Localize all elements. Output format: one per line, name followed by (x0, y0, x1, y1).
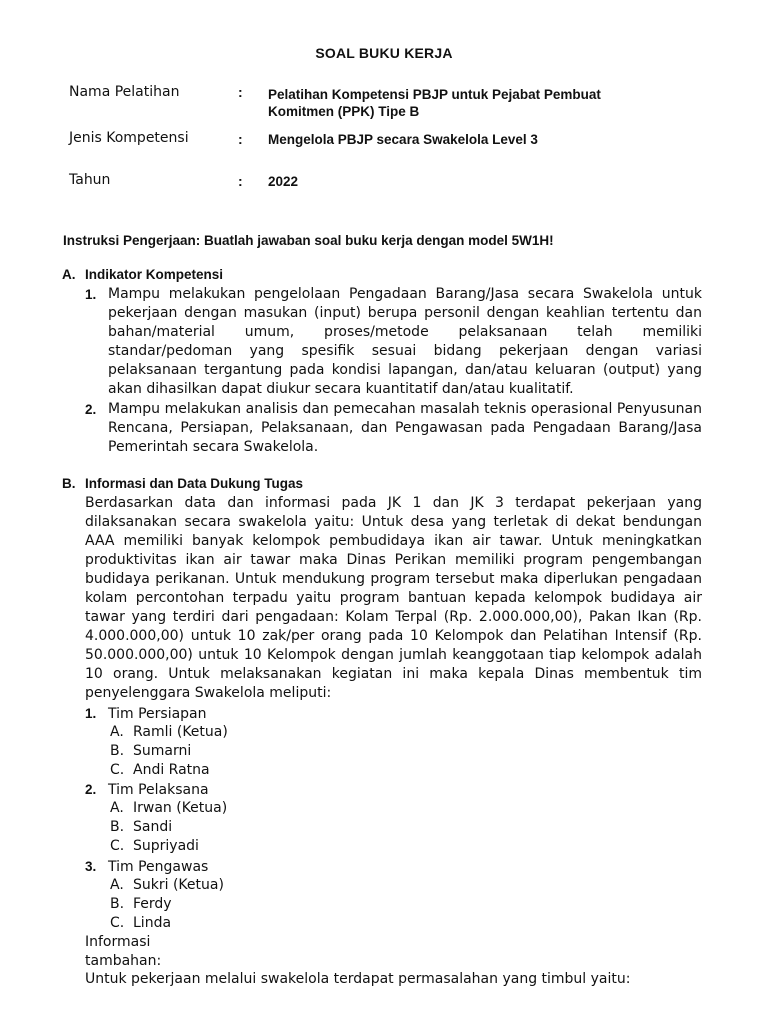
team-member (110, 895, 172, 914)
team-member (110, 914, 171, 933)
instruction-text: Instruksi Pengerjaan: Buatlah jawaban soal buku kerja dengan model 5W1H! (63, 233, 554, 248)
meta-label-tahun: Tahun (69, 172, 111, 188)
indicator-text: Mampu melakukan pengelolaan Pengadaan Barang/Jasa secara Swakelola untuk pekerjaan dengan masukan (input) berupa personil dengan keahlian tertentu dan bahan/material umum, proses/metode pelaksanaan telah memiliki standar/pedoman yang spesifik sesuai bidang pekerjaan dengan variasi pelaksanaan tergantung pada kondisi lapangan, dan/atau keluaran (output) yang akan dihasilkan dapat diukur secara kuantitatif dan/atau kualitatif. (108, 286, 702, 397)
team-name: Tim Persiapan (108, 706, 207, 722)
item-number: 2. (85, 402, 97, 417)
meta-label-nama-pelatihan: Nama Pelatihan (69, 84, 180, 100)
team-member (110, 761, 210, 780)
indicator-item (85, 285, 702, 399)
section-letter: A. (62, 267, 76, 282)
meta-value-nama-pelatihan: Pelatihan Kompetensi PBJP untuk Pejabat Pembuat Komitmen (PPK) Tipe B (268, 87, 601, 119)
meta-colon: : (238, 173, 243, 189)
section-title: Indikator Kompetensi (85, 267, 224, 282)
section-b-heading (62, 476, 303, 491)
team-member (110, 818, 172, 837)
problem-intro: Untuk pekerjaan melalui swakelola terdapat permasalahan yang timbul yaitu: (85, 971, 631, 987)
meta-value-jenis-kompetensi: Mengelola PBJP secara Swakelola Level 3 (268, 132, 538, 147)
team-number: 2. (85, 782, 97, 797)
section-letter: B. (62, 476, 76, 491)
team-heading (85, 857, 208, 877)
meta-colon: : (238, 84, 243, 100)
team-number: 3. (85, 859, 97, 874)
member-name: Andi Ratna (133, 762, 210, 778)
member-letter: C. (110, 838, 125, 854)
member-name: Sandi (133, 819, 173, 835)
member-name: Irwan (Ketua) (133, 800, 228, 816)
member-letter: B. (110, 819, 125, 835)
meta-value-tahun: 2022 (268, 174, 299, 189)
member-name: Ramli (Ketua) (133, 724, 228, 740)
additional-info-label: Informasi tambahan: (85, 934, 162, 969)
indicator-text: Mampu melakukan analisis dan pemecahan masalah teknis operasional Penyusunan Rencana, Persiapan, Pelaksanaan, dan Pengawasan pada Pengadaan Barang/Jasa Pemerintah secara Swakelola. (108, 401, 702, 455)
member-letter: C. (110, 915, 125, 931)
item-number: 1. (85, 287, 97, 302)
team-member (110, 799, 227, 818)
meta-label-jenis-kompetensi: Jenis Kompetensi (69, 130, 189, 146)
team-number: 1. (85, 706, 97, 721)
member-name: Supriyadi (133, 838, 199, 854)
member-letter: B. (110, 896, 125, 912)
team-member (110, 876, 224, 895)
member-letter: A. (110, 877, 124, 893)
member-letter: A. (110, 800, 124, 816)
info-paragraph: Berdasarkan data dan informasi pada JK 1 dan JK 3 terdapat pekerjaan yang dilaksanakan secara swakelola yaitu: Untuk desa yang terletak di dekat bendungan AAA memiliki banyak kelompok pembudidaya ikan air tawar. Untuk meningkatkan produktivitas ikan air tawar maka Dinas Perikan memiliki program pengembangan budidaya perikanan. Untuk mendukung program tersebut maka diperlukan pengadaan kolam percontohan terpadu yaitu program bantuan kepada kelompok budidaya air tawar yang terdiri dari pengadaan: Kolam Terpal (Rp. 2.000.000,00), Pakan Ikan (Rp. 4.000.000,00) untuk 10 zak/per orang pada 10 Kelompok dan Pelatihan Intensif (Rp. 50.000.000,00) untuk 10 Kelompok dengan jumlah keanggotaan tiap kelompok adalah 10 orang. Untuk melaksanakan kegiatan ini maka kepala Dinas membentuk tim penyelenggara Swakelola meliputi: (85, 495, 702, 701)
section-title: Informasi dan Data Dukung Tugas (85, 476, 304, 491)
team-heading (85, 704, 207, 724)
document-title: SOAL BUKU KERJA (315, 45, 453, 61)
team-name: Tim Pengawas (108, 859, 209, 875)
meta-colon: : (238, 131, 243, 147)
indicator-item (85, 400, 702, 457)
team-member (110, 837, 199, 856)
team-name: Tim Pelaksana (108, 782, 209, 798)
member-name: Linda (133, 915, 172, 931)
member-name: Sumarni (133, 743, 192, 759)
member-name: Sukri (Ketua) (133, 877, 224, 893)
member-letter: B. (110, 743, 125, 759)
team-member (110, 742, 191, 761)
team-heading (85, 780, 209, 800)
section-a-heading (62, 267, 223, 282)
member-letter: C. (110, 762, 125, 778)
member-name: Ferdy (133, 896, 172, 912)
member-letter: A. (110, 724, 124, 740)
team-member (110, 723, 228, 742)
